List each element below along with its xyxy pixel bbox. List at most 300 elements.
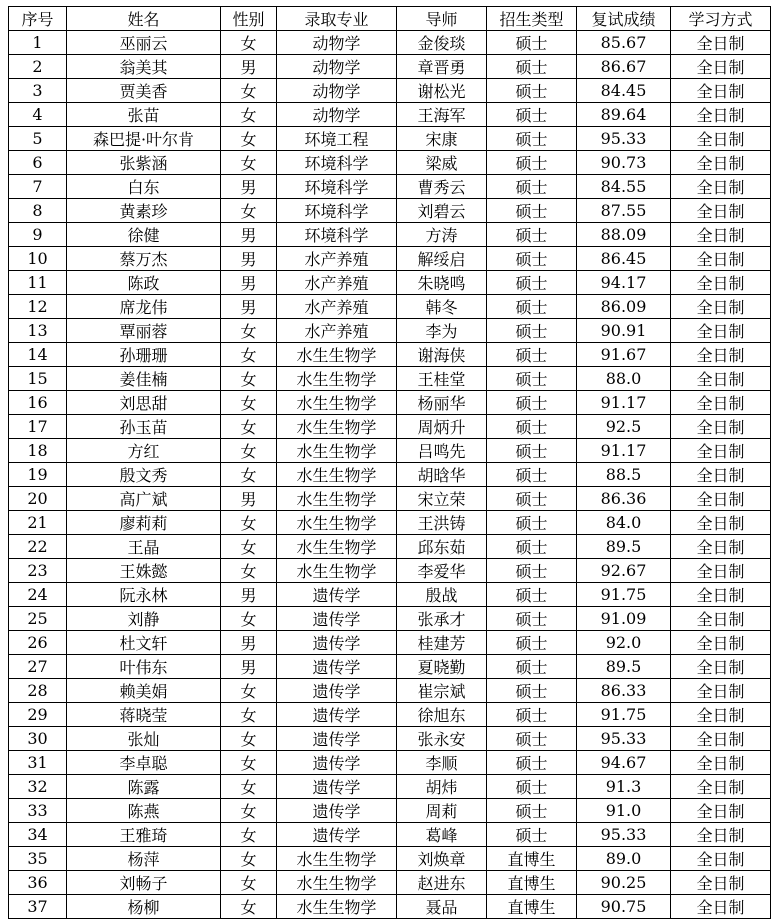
cell-index: 12: [9, 295, 67, 319]
cell-index: 6: [9, 151, 67, 175]
cell-score: 84.0: [577, 511, 671, 535]
cell-study-mode: 全日制: [671, 895, 771, 919]
table-row: [9, 583, 771, 607]
cell-gender: 女: [221, 847, 277, 871]
cell-major: 水生生物学: [277, 847, 397, 871]
cell-enroll-type: 直博生: [487, 895, 577, 919]
cell-advisor: 殷战: [397, 583, 487, 607]
table-row: [9, 703, 771, 727]
cell-enroll-type: 硕士: [487, 511, 577, 535]
cell-gender: 男: [221, 295, 277, 319]
cell-enroll-type: 硕士: [487, 775, 577, 799]
cell-gender: 男: [221, 175, 277, 199]
cell-gender: 女: [221, 199, 277, 223]
cell-index: 34: [9, 823, 67, 847]
cell-score: 91.3: [577, 775, 671, 799]
cell-study-mode: 全日制: [671, 391, 771, 415]
cell-study-mode: 全日制: [671, 127, 771, 151]
cell-major: 遗传学: [277, 679, 397, 703]
cell-gender: 男: [221, 583, 277, 607]
cell-score: 89.64: [577, 103, 671, 127]
header-enroll-type: 招生类型: [487, 7, 577, 31]
cell-score: 91.67: [577, 343, 671, 367]
cell-study-mode: 全日制: [671, 751, 771, 775]
cell-major: 遗传学: [277, 631, 397, 655]
cell-index: 22: [9, 535, 67, 559]
table-row: [9, 727, 771, 751]
cell-advisor: 王海军: [397, 103, 487, 127]
cell-score: 84.55: [577, 175, 671, 199]
cell-enroll-type: 硕士: [487, 535, 577, 559]
cell-name: 白东: [67, 175, 221, 199]
table-row: [9, 343, 771, 367]
cell-enroll-type: 硕士: [487, 367, 577, 391]
cell-study-mode: 全日制: [671, 463, 771, 487]
cell-advisor: 周莉: [397, 799, 487, 823]
cell-enroll-type: 硕士: [487, 703, 577, 727]
cell-score: 90.73: [577, 151, 671, 175]
cell-name: 廖莉莉: [67, 511, 221, 535]
table-row: [9, 511, 771, 535]
cell-name: 陈露: [67, 775, 221, 799]
cell-gender: 男: [221, 247, 277, 271]
cell-study-mode: 全日制: [671, 55, 771, 79]
cell-study-mode: 全日制: [671, 295, 771, 319]
cell-gender: 女: [221, 559, 277, 583]
cell-score: 94.67: [577, 751, 671, 775]
cell-index: 27: [9, 655, 67, 679]
cell-score: 95.33: [577, 127, 671, 151]
table-row: [9, 271, 771, 295]
cell-major: 水生生物学: [277, 871, 397, 895]
cell-score: 89.0: [577, 847, 671, 871]
header-index: 序号: [9, 7, 67, 31]
table-row: [9, 751, 771, 775]
cell-advisor: 夏晓勤: [397, 655, 487, 679]
cell-study-mode: 全日制: [671, 775, 771, 799]
cell-index: 29: [9, 703, 67, 727]
cell-enroll-type: 硕士: [487, 79, 577, 103]
cell-advisor: 刘碧云: [397, 199, 487, 223]
cell-major: 水生生物学: [277, 895, 397, 919]
table-row: [9, 871, 771, 895]
cell-enroll-type: 硕士: [487, 319, 577, 343]
cell-enroll-type: 硕士: [487, 439, 577, 463]
cell-name: 黄素珍: [67, 199, 221, 223]
cell-advisor: 吕鸣先: [397, 439, 487, 463]
cell-advisor: 李爱华: [397, 559, 487, 583]
cell-advisor: 韩冬: [397, 295, 487, 319]
cell-enroll-type: 硕士: [487, 247, 577, 271]
cell-study-mode: 全日制: [671, 679, 771, 703]
cell-gender: 女: [221, 463, 277, 487]
header-row: [9, 7, 771, 31]
cell-name: 杨柳: [67, 895, 221, 919]
header-score: 复试成绩: [577, 7, 671, 31]
cell-advisor: 朱晓鸣: [397, 271, 487, 295]
cell-enroll-type: 硕士: [487, 655, 577, 679]
table-row: [9, 439, 771, 463]
cell-index: 2: [9, 55, 67, 79]
cell-index: 21: [9, 511, 67, 535]
cell-score: 91.09: [577, 607, 671, 631]
cell-advisor: 宋立荣: [397, 487, 487, 511]
cell-advisor: 邱东茹: [397, 535, 487, 559]
cell-study-mode: 全日制: [671, 151, 771, 175]
cell-gender: 女: [221, 703, 277, 727]
cell-name: 刘静: [67, 607, 221, 631]
cell-enroll-type: 硕士: [487, 199, 577, 223]
cell-index: 30: [9, 727, 67, 751]
cell-name: 森巴提·叶尔肯: [67, 127, 221, 151]
cell-index: 3: [9, 79, 67, 103]
cell-enroll-type: 硕士: [487, 583, 577, 607]
cell-name: 李卓聪: [67, 751, 221, 775]
cell-gender: 女: [221, 607, 277, 631]
cell-index: 24: [9, 583, 67, 607]
cell-study-mode: 全日制: [671, 175, 771, 199]
cell-study-mode: 全日制: [671, 799, 771, 823]
cell-gender: 女: [221, 775, 277, 799]
cell-major: 遗传学: [277, 703, 397, 727]
cell-major: 环境工程: [277, 127, 397, 151]
cell-study-mode: 全日制: [671, 79, 771, 103]
cell-index: 7: [9, 175, 67, 199]
cell-index: 18: [9, 439, 67, 463]
cell-index: 36: [9, 871, 67, 895]
cell-name: 翁美其: [67, 55, 221, 79]
cell-study-mode: 全日制: [671, 223, 771, 247]
cell-name: 覃丽蓉: [67, 319, 221, 343]
table-row: [9, 247, 771, 271]
cell-score: 88.5: [577, 463, 671, 487]
cell-major: 环境科学: [277, 175, 397, 199]
cell-advisor: 杨丽华: [397, 391, 487, 415]
cell-major: 遗传学: [277, 607, 397, 631]
cell-major: 水产养殖: [277, 295, 397, 319]
cell-name: 刘思甜: [67, 391, 221, 415]
cell-major: 水生生物学: [277, 391, 397, 415]
cell-advisor: 周炳升: [397, 415, 487, 439]
cell-index: 32: [9, 775, 67, 799]
cell-study-mode: 全日制: [671, 871, 771, 895]
cell-advisor: 解绥启: [397, 247, 487, 271]
cell-major: 水生生物学: [277, 511, 397, 535]
cell-gender: 女: [221, 799, 277, 823]
cell-gender: 男: [221, 655, 277, 679]
cell-index: 33: [9, 799, 67, 823]
cell-enroll-type: 硕士: [487, 487, 577, 511]
cell-score: 95.33: [577, 727, 671, 751]
cell-enroll-type: 硕士: [487, 559, 577, 583]
table-row: [9, 319, 771, 343]
cell-major: 水生生物学: [277, 463, 397, 487]
cell-advisor: 章晋勇: [397, 55, 487, 79]
cell-gender: 女: [221, 871, 277, 895]
cell-index: 25: [9, 607, 67, 631]
cell-name: 孙珊珊: [67, 343, 221, 367]
cell-score: 92.0: [577, 631, 671, 655]
cell-study-mode: 全日制: [671, 727, 771, 751]
cell-advisor: 方涛: [397, 223, 487, 247]
cell-name: 蒋晓莹: [67, 703, 221, 727]
table-row: [9, 559, 771, 583]
cell-major: 水生生物学: [277, 487, 397, 511]
cell-score: 86.33: [577, 679, 671, 703]
cell-index: 14: [9, 343, 67, 367]
cell-index: 4: [9, 103, 67, 127]
cell-index: 37: [9, 895, 67, 919]
cell-name: 方红: [67, 439, 221, 463]
table-row: [9, 79, 771, 103]
table-row: [9, 679, 771, 703]
cell-enroll-type: 硕士: [487, 271, 577, 295]
cell-advisor: 徐旭东: [397, 703, 487, 727]
cell-name: 贾美香: [67, 79, 221, 103]
table-row: [9, 607, 771, 631]
cell-enroll-type: 硕士: [487, 607, 577, 631]
cell-index: 35: [9, 847, 67, 871]
cell-name: 殷文秀: [67, 463, 221, 487]
cell-gender: 男: [221, 631, 277, 655]
cell-advisor: 谢松光: [397, 79, 487, 103]
cell-advisor: 曹秀云: [397, 175, 487, 199]
cell-major: 水产养殖: [277, 319, 397, 343]
cell-gender: 女: [221, 31, 277, 55]
cell-name: 姜佳楠: [67, 367, 221, 391]
cell-index: 26: [9, 631, 67, 655]
header-study-mode: 学习方式: [671, 7, 771, 31]
cell-index: 9: [9, 223, 67, 247]
cell-score: 94.17: [577, 271, 671, 295]
cell-gender: 女: [221, 439, 277, 463]
cell-enroll-type: 硕士: [487, 391, 577, 415]
cell-score: 91.0: [577, 799, 671, 823]
cell-enroll-type: 硕士: [487, 751, 577, 775]
cell-gender: 女: [221, 727, 277, 751]
cell-major: 水生生物学: [277, 535, 397, 559]
cell-name: 刘畅子: [67, 871, 221, 895]
cell-enroll-type: 硕士: [487, 127, 577, 151]
cell-name: 杜文轩: [67, 631, 221, 655]
cell-gender: 女: [221, 151, 277, 175]
cell-index: 5: [9, 127, 67, 151]
cell-advisor: 谢海侠: [397, 343, 487, 367]
cell-enroll-type: 硕士: [487, 463, 577, 487]
cell-name: 王姝懿: [67, 559, 221, 583]
cell-enroll-type: 直博生: [487, 847, 577, 871]
cell-major: 遗传学: [277, 823, 397, 847]
cell-gender: 女: [221, 895, 277, 919]
cell-study-mode: 全日制: [671, 271, 771, 295]
table-row: [9, 175, 771, 199]
cell-major: 遗传学: [277, 751, 397, 775]
cell-score: 92.67: [577, 559, 671, 583]
cell-advisor: 宋康: [397, 127, 487, 151]
cell-index: 8: [9, 199, 67, 223]
cell-score: 89.5: [577, 655, 671, 679]
cell-index: 17: [9, 415, 67, 439]
cell-gender: 女: [221, 415, 277, 439]
cell-study-mode: 全日制: [671, 511, 771, 535]
cell-enroll-type: 硕士: [487, 415, 577, 439]
table-row: [9, 775, 771, 799]
table-row: [9, 367, 771, 391]
cell-major: 水产养殖: [277, 247, 397, 271]
cell-score: 88.09: [577, 223, 671, 247]
cell-score: 91.75: [577, 703, 671, 727]
table-row: [9, 655, 771, 679]
cell-name: 叶伟东: [67, 655, 221, 679]
cell-gender: 女: [221, 391, 277, 415]
cell-advisor: 梁威: [397, 151, 487, 175]
cell-study-mode: 全日制: [671, 31, 771, 55]
cell-gender: 男: [221, 487, 277, 511]
cell-study-mode: 全日制: [671, 631, 771, 655]
cell-name: 席龙伟: [67, 295, 221, 319]
cell-index: 11: [9, 271, 67, 295]
header-gender: 性别: [221, 7, 277, 31]
cell-gender: 男: [221, 223, 277, 247]
table-row: [9, 535, 771, 559]
table-row: [9, 799, 771, 823]
cell-score: 91.17: [577, 439, 671, 463]
cell-advisor: 张永安: [397, 727, 487, 751]
cell-study-mode: 全日制: [671, 607, 771, 631]
cell-advisor: 王桂堂: [397, 367, 487, 391]
cell-index: 1: [9, 31, 67, 55]
cell-enroll-type: 硕士: [487, 103, 577, 127]
cell-study-mode: 全日制: [671, 847, 771, 871]
cell-gender: 女: [221, 343, 277, 367]
cell-study-mode: 全日制: [671, 439, 771, 463]
cell-study-mode: 全日制: [671, 703, 771, 727]
cell-major: 动物学: [277, 55, 397, 79]
cell-major: 遗传学: [277, 799, 397, 823]
cell-score: 90.75: [577, 895, 671, 919]
cell-study-mode: 全日制: [671, 655, 771, 679]
cell-enroll-type: 硕士: [487, 727, 577, 751]
cell-advisor: 李为: [397, 319, 487, 343]
cell-enroll-type: 硕士: [487, 343, 577, 367]
cell-enroll-type: 硕士: [487, 799, 577, 823]
table-row: [9, 295, 771, 319]
cell-major: 环境科学: [277, 199, 397, 223]
cell-advisor: 王洪铸: [397, 511, 487, 535]
cell-score: 92.5: [577, 415, 671, 439]
cell-name: 陈燕: [67, 799, 221, 823]
cell-gender: 女: [221, 319, 277, 343]
cell-name: 徐健: [67, 223, 221, 247]
cell-index: 10: [9, 247, 67, 271]
header-name: 姓名: [67, 7, 221, 31]
table-row: [9, 103, 771, 127]
cell-score: 95.33: [577, 823, 671, 847]
cell-enroll-type: 硕士: [487, 31, 577, 55]
cell-study-mode: 全日制: [671, 487, 771, 511]
cell-major: 遗传学: [277, 775, 397, 799]
cell-advisor: 金俊琰: [397, 31, 487, 55]
cell-gender: 女: [221, 103, 277, 127]
cell-advisor: 刘焕章: [397, 847, 487, 871]
cell-advisor: 张承才: [397, 607, 487, 631]
cell-major: 遗传学: [277, 655, 397, 679]
header-advisor: 导师: [397, 7, 487, 31]
cell-score: 91.75: [577, 583, 671, 607]
table-row: [9, 847, 771, 871]
cell-name: 孙玉苗: [67, 415, 221, 439]
cell-advisor: 聂品: [397, 895, 487, 919]
cell-advisor: 赵进东: [397, 871, 487, 895]
cell-advisor: 桂建芳: [397, 631, 487, 655]
cell-study-mode: 全日制: [671, 583, 771, 607]
cell-major: 遗传学: [277, 583, 397, 607]
table-row: [9, 199, 771, 223]
cell-score: 91.17: [577, 391, 671, 415]
table-body: [9, 31, 771, 919]
cell-name: 张苗: [67, 103, 221, 127]
cell-name: 张紫涵: [67, 151, 221, 175]
cell-advisor: 胡晗华: [397, 463, 487, 487]
table-row: [9, 391, 771, 415]
cell-gender: 女: [221, 367, 277, 391]
admission-list-table: [8, 6, 771, 919]
cell-major: 动物学: [277, 79, 397, 103]
cell-enroll-type: 硕士: [487, 175, 577, 199]
cell-study-mode: 全日制: [671, 103, 771, 127]
cell-study-mode: 全日制: [671, 559, 771, 583]
table-row: [9, 463, 771, 487]
cell-score: 84.45: [577, 79, 671, 103]
cell-gender: 女: [221, 751, 277, 775]
cell-major: 水生生物学: [277, 415, 397, 439]
cell-gender: 女: [221, 823, 277, 847]
cell-enroll-type: 硕士: [487, 823, 577, 847]
table-row: [9, 55, 771, 79]
cell-name: 张灿: [67, 727, 221, 751]
cell-major: 动物学: [277, 103, 397, 127]
cell-gender: 男: [221, 55, 277, 79]
cell-enroll-type: 硕士: [487, 55, 577, 79]
cell-gender: 女: [221, 79, 277, 103]
cell-enroll-type: 硕士: [487, 631, 577, 655]
cell-study-mode: 全日制: [671, 247, 771, 271]
cell-index: 15: [9, 367, 67, 391]
cell-enroll-type: 直博生: [487, 871, 577, 895]
cell-major: 环境科学: [277, 151, 397, 175]
cell-index: 13: [9, 319, 67, 343]
cell-index: 16: [9, 391, 67, 415]
cell-score: 86.36: [577, 487, 671, 511]
cell-major: 遗传学: [277, 727, 397, 751]
cell-major: 水产养殖: [277, 271, 397, 295]
cell-enroll-type: 硕士: [487, 295, 577, 319]
cell-score: 90.25: [577, 871, 671, 895]
cell-gender: 女: [221, 535, 277, 559]
table-row: [9, 151, 771, 175]
cell-study-mode: 全日制: [671, 367, 771, 391]
cell-study-mode: 全日制: [671, 343, 771, 367]
cell-name: 赖美娟: [67, 679, 221, 703]
cell-index: 23: [9, 559, 67, 583]
cell-score: 86.67: [577, 55, 671, 79]
cell-gender: 男: [221, 271, 277, 295]
cell-major: 环境科学: [277, 223, 397, 247]
cell-major: 水生生物学: [277, 367, 397, 391]
cell-score: 85.67: [577, 31, 671, 55]
cell-index: 19: [9, 463, 67, 487]
cell-major: 动物学: [277, 31, 397, 55]
